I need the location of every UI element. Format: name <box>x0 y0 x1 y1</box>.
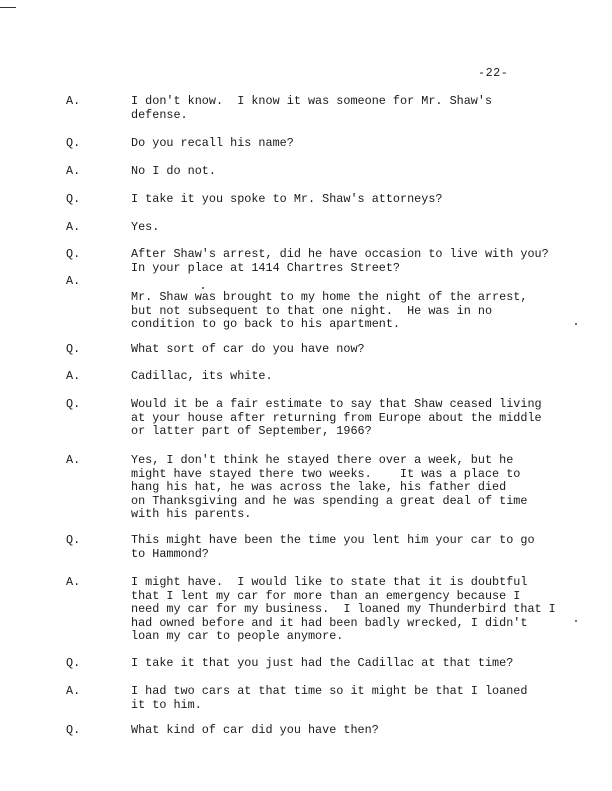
text-line: condition to go back to his apartment. <box>131 317 401 332</box>
speaker-label: A. <box>66 453 81 467</box>
entry-text <box>131 165 601 179</box>
entry-text <box>131 291 601 332</box>
text-line: In your place at 1414 Chartres Street? <box>131 260 401 275</box>
entry-text <box>131 724 601 738</box>
speaker-label: Q. <box>66 136 81 150</box>
text-line: I take it you spoke to Mr. Shaw's attorneys? <box>131 192 443 206</box>
entry-text <box>131 343 601 357</box>
entry-text <box>131 534 601 561</box>
text-line: After Shaw's arrest, did he have occasion to live with you? <box>131 247 549 261</box>
page-number: -22- <box>478 66 509 80</box>
speaker-label: Q. <box>66 723 81 737</box>
text-line: What sort of car do you have now? <box>131 342 365 356</box>
entry-text <box>131 576 601 644</box>
text-line: Do you recall his name? <box>131 136 294 150</box>
text-line: need my car for my business. I loaned my Thunderbird that I <box>131 602 556 617</box>
speaker-label: A. <box>66 684 81 698</box>
text-line: loan my car to people anymore. <box>131 629 344 644</box>
speck <box>575 323 577 325</box>
text-line: to Hammond? <box>131 546 209 561</box>
text-line: defense. <box>131 107 188 122</box>
text-line: No I do not. <box>131 164 216 178</box>
entry-text <box>131 657 601 671</box>
text-line: Mr. Shaw was brought to my home the night of the arrest, <box>131 290 528 304</box>
entry-text <box>131 454 601 522</box>
speaker-label: A. <box>66 274 81 288</box>
entry-text <box>131 248 601 275</box>
text-line: might have stayed there two weeks. It was a place to <box>131 466 521 481</box>
speaker-label: Q. <box>66 247 81 261</box>
speaker-label: A. <box>66 369 81 383</box>
text-line: What kind of car did you have then? <box>131 723 379 737</box>
text-line: This might have been the time you lent him your car to go <box>131 533 535 547</box>
entry-text <box>131 398 601 439</box>
speaker-label: Q. <box>66 397 81 411</box>
text-line: had owned before and it had been badly wrecked, I didn't <box>131 615 528 630</box>
text-line: with his parents. <box>131 507 252 522</box>
text-line: I take it that you just had the Cadillac at that time? <box>131 656 514 670</box>
text-line: Yes, I don't think he stayed there over a week, but he <box>131 453 514 467</box>
text-line: or latter part of September, 1966? <box>131 424 372 439</box>
speaker-label: A. <box>66 94 81 108</box>
text-line: that I lent my car for more than an emergency because I <box>131 588 521 603</box>
speck <box>202 287 204 289</box>
text-line: I don't know. I know it was someone for Mr. Shaw's <box>131 94 493 108</box>
speaker-label: A. <box>66 575 81 589</box>
text-line: I might have. I would like to state that it is doubtful <box>131 575 528 589</box>
text-line: Would it be a fair estimate to say that Shaw ceased living <box>131 397 542 411</box>
text-line: on Thanksgiving and he was spending a great deal of time <box>131 493 528 508</box>
text-line: Cadillac, its white. <box>131 369 273 383</box>
entry-text <box>131 137 601 151</box>
text-line: it to him. <box>131 697 202 712</box>
text-line: hang his hat, he was across the lake, his father died <box>131 480 507 495</box>
speaker-label: Q. <box>66 192 81 206</box>
speaker-label: A. <box>66 220 81 234</box>
entry-text <box>131 221 601 235</box>
corner-mark <box>0 7 16 8</box>
text-line: at your house after returning from Europe about the middle <box>131 410 542 425</box>
entry-text <box>131 685 601 712</box>
speaker-label: A. <box>66 164 81 178</box>
text-line: but not subsequent to that one night. He was in no <box>131 303 493 318</box>
speaker-label: Q. <box>66 533 81 547</box>
entry-text <box>131 370 601 384</box>
entry-text <box>131 95 601 122</box>
speck <box>575 620 577 622</box>
speaker-label: Q. <box>66 656 81 670</box>
text-line: Yes. <box>131 220 160 234</box>
entry-text <box>131 193 601 207</box>
text-line: I had two cars at that time so it might be that I loaned <box>131 684 528 698</box>
speaker-label: Q. <box>66 342 81 356</box>
